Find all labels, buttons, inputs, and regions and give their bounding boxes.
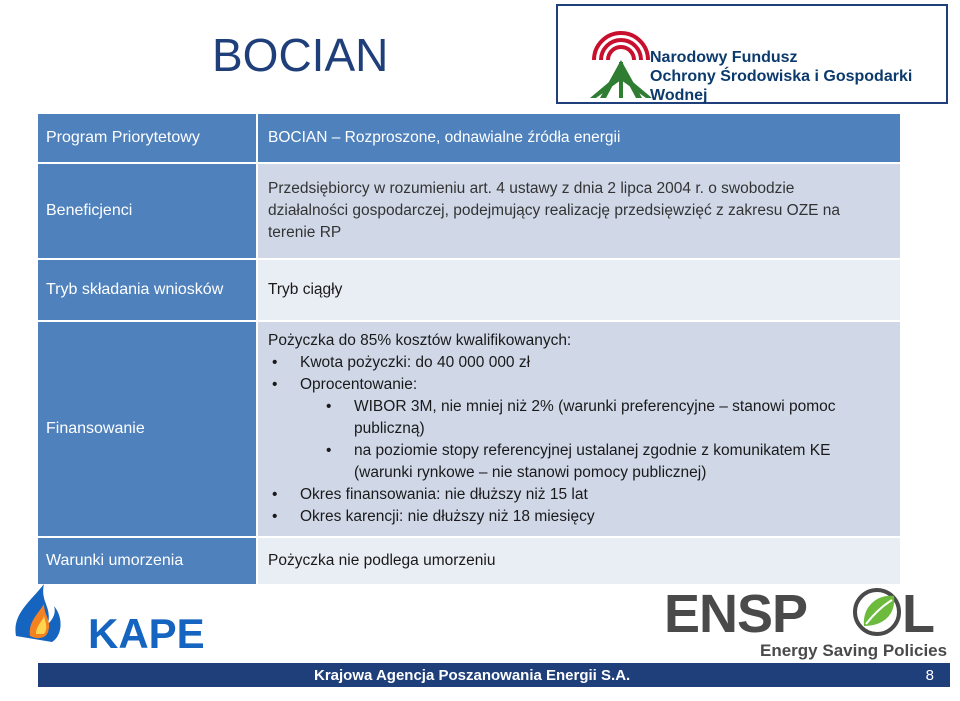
program-label: Program Priorytetowy — [38, 114, 258, 162]
nfosigw-logo — [556, 4, 948, 104]
footer-bar — [38, 663, 950, 687]
remission-label: Warunki umorzenia — [38, 538, 258, 584]
list-item: • Okres finansowania: nie dłuższy niż 15 lat — [268, 484, 900, 506]
list-item — [268, 374, 900, 396]
financing-intro: Pożyczka do 85% kosztów kwalifikowanych: — [268, 332, 572, 349]
beneficiaries-value: Przedsiębiorcy w rozumieniu art. 4 ustawy z dnia 2 lipca 2004 r. o swobodzie działalności gospodarczej, podejmujący realizację przedsięwzięć z zakresu OZE na terenie RP — [258, 164, 900, 258]
kape-wordmark: KAPE — [88, 610, 205, 657]
enspol-wordmark: ENSP — [664, 584, 808, 644]
list-item: • Okres karencji: nie dłuższy niż 18 miesięcy — [268, 506, 900, 528]
nfosigw-name — [650, 48, 946, 105]
table-row-mode — [38, 260, 900, 322]
financing-label: Finansowanie — [38, 322, 258, 536]
remission-value: Pożyczka nie podlega umorzeniu — [258, 538, 900, 584]
financing-value — [258, 322, 900, 536]
enspol-wordmark-tail: L — [902, 584, 935, 644]
table-row-financing — [38, 322, 900, 538]
slide-title: BOCIAN — [212, 29, 389, 81]
mode-label: Tryb składania wniosków — [38, 260, 258, 320]
nfosigw-name-line1: Narodowy Fundusz — [650, 49, 798, 66]
interest-heading: Oprocentowanie: — [300, 376, 418, 393]
leaf-globe-icon — [855, 590, 899, 634]
list-item: • WIBOR 3M, nie mniej niż 2% (warunki preferencyjne – stanowi pomoc publiczną) — [268, 396, 900, 440]
table-row-program — [38, 114, 900, 164]
enspol-logo — [664, 584, 950, 664]
nfosigw-emblem-icon — [586, 12, 656, 102]
financing-list — [268, 352, 900, 396]
table-row-beneficiaries — [38, 164, 900, 260]
interest-list — [268, 396, 900, 484]
nfosigw-name-line2: Ochrony Środowiska i Gospodarki Wodnej — [650, 68, 913, 104]
page-number: 8 — [925, 666, 934, 684]
kape-flame-icon — [15, 584, 60, 642]
kape-logo — [8, 578, 208, 658]
program-value: BOCIAN – Rozproszone, odnawialne źródła energii — [258, 114, 900, 162]
financing-list-continued — [268, 484, 900, 528]
mode-value: Tryb ciągły — [258, 260, 900, 320]
beneficiaries-label: Beneficjenci — [38, 164, 258, 258]
enspol-tagline: Energy Saving Policies — [760, 641, 948, 660]
footer-agency: Krajowa Agencja Poszanowania Energii S.A. — [314, 666, 631, 684]
list-item: • Kwota pożyczki: do 40 000 000 zł — [268, 352, 900, 374]
program-table — [38, 114, 900, 584]
list-item: • na poziomie stopy referencyjnej ustalanej zgodnie z komunikatem KE (warunki rynkowe – nie stanowi pomocy publicznej) — [268, 440, 900, 484]
